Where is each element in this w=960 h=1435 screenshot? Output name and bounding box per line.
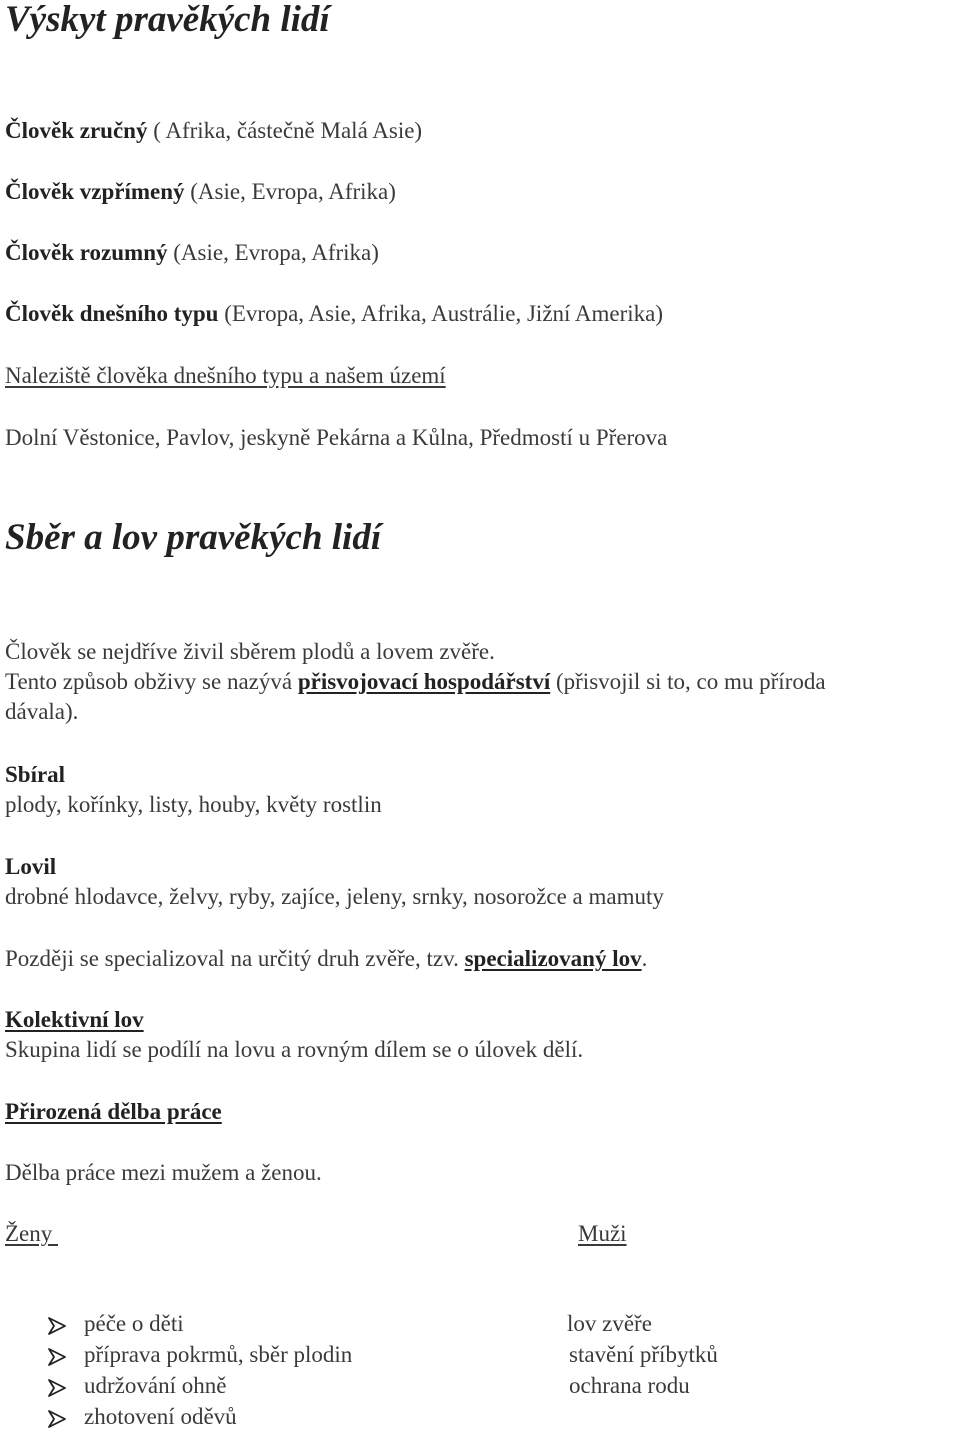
species-region: (Asie, Evropa, Afrika) [167, 240, 379, 265]
intro-text: (přisvojil si to, co mu příroda [550, 669, 826, 694]
list-item [48, 1311, 848, 1342]
arrow-bullet-icon [48, 1410, 66, 1428]
section-title: Sběr a lov pravěkých lidí [5, 517, 382, 558]
women-task: příprava pokrmů, sběr plodin [84, 1342, 353, 1367]
sites-text: Dolní Věstonice, Pavlov, jeskyně Pekárna a Kůlna, Předmostí u Přerova [5, 425, 668, 450]
hunted-text: drobné hlodavce, želvy, ryby, zajíce, jeleny, srnky, nosorožce a mamuty [5, 884, 664, 909]
list-item [48, 1373, 848, 1404]
species-line [5, 177, 396, 206]
species-name: Člověk zručný [5, 118, 148, 143]
collective-text: Skupina lidí se podílí na lovu a rovným dílem se o úlovek dělí. [5, 1037, 584, 1062]
arrow-bullet-icon [48, 1317, 66, 1335]
hunted-label: Lovil [5, 854, 57, 879]
specialized-text-end: . [641, 946, 648, 971]
species-name: Člověk dnešního typu [5, 301, 219, 326]
women-task: udržování ohně [84, 1373, 227, 1398]
intro-line-2 [5, 667, 826, 696]
women-label: Ženy [5, 1221, 59, 1246]
sites-heading: Naleziště člověka dnešního typu a našem území [5, 363, 446, 388]
species-line [5, 116, 422, 145]
intro-line-3: dávala). [5, 699, 79, 724]
collective-heading: Kolektivní lov [5, 1007, 144, 1032]
men-task: ochrana rodu [569, 1373, 690, 1398]
species-region: (Evropa, Asie, Afrika, Austrálie, Jižní Amerika) [218, 301, 664, 326]
species-line [5, 238, 379, 267]
division-heading: Přirozená dělba práce [5, 1099, 222, 1124]
arrow-bullet-icon [48, 1348, 66, 1366]
men-task: lov zvěře [567, 1311, 652, 1336]
arrow-bullet-icon [48, 1379, 66, 1397]
species-line [5, 299, 663, 328]
men-task: stavění příbytků [569, 1342, 718, 1367]
men-label: Muži [578, 1221, 627, 1246]
women-task: zhotovení oděvů [84, 1404, 237, 1429]
specialized-text: Později se specializoval na určitý druh zvěře, tzv. [5, 946, 465, 971]
intro-text: Tento způsob obživy se nazývá [5, 669, 298, 694]
species-name: Člověk rozumný [5, 240, 168, 265]
species-region: ( Afrika, částečně Malá Asie) [147, 118, 423, 143]
page-title: Výskyt pravěkých lidí [5, 0, 330, 40]
women-task: péče o děti [84, 1311, 184, 1336]
term-specialized-hunt: specializovaný lov [464, 946, 642, 971]
task-list [48, 1311, 848, 1435]
specialized-hunt-line [5, 944, 647, 973]
term-appropriative-economy: přisvojovací hospodářství [297, 669, 551, 694]
division-text: Dělba práce mezi mužem a ženou. [5, 1160, 322, 1185]
species-region: (Asie, Evropa, Afrika) [184, 179, 396, 204]
intro-line-1: Člověk se nejdříve živil sběrem plodů a lovem zvěře. [5, 639, 495, 664]
list-item [48, 1342, 848, 1373]
list-item [48, 1404, 848, 1435]
gathered-text: plody, kořínky, listy, houby, květy rostlin [5, 792, 382, 817]
species-name: Člověk vzpřímený [5, 179, 185, 204]
gathered-label: Sbíral [5, 762, 66, 787]
